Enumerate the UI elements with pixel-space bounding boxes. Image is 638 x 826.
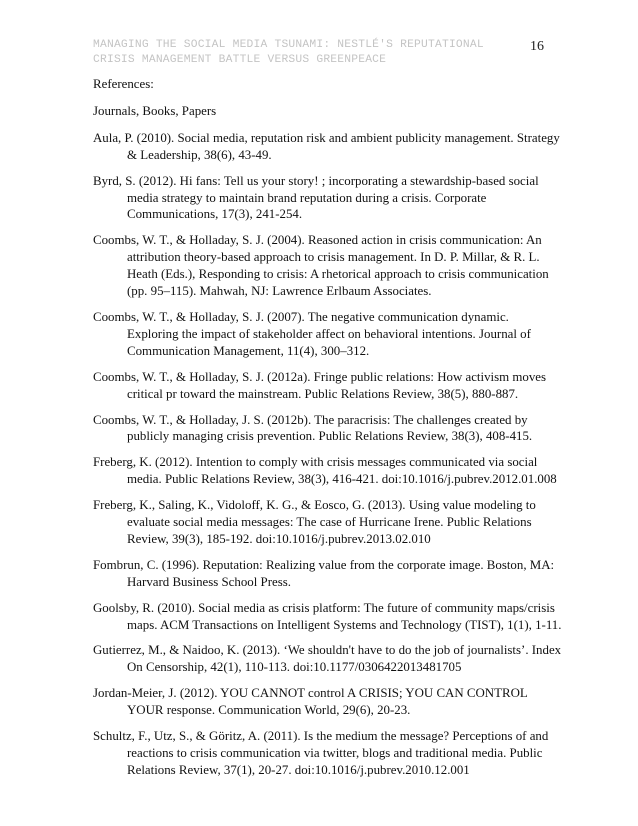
reference-item: Gutierrez, M., & Naidoo, K. (2013). ‘We shouldn't have to do the job of journalists’. Index On Censorship, 42(1), 110-113. doi:10.1177/0306422013481705 [93,643,562,675]
reference-item: Aula, P. (2010). Social media, reputation risk and ambient publicity management. Strategy & Leadership, 38(6), 43-49. [93,130,560,162]
reference-item: Goolsby, R. (2010). Social media as crisis platform: The future of community maps/crisis maps. ACM Transactions on Intelligent Systems and Technology (TIST), 1(1), 1-11. [93,600,562,632]
running-head-line-1: MANAGING THE SOCIAL MEDIA TSUNAMI: NESTLÉ'S REPUTATIONAL [93,39,484,51]
reference-item: Coombs, W. T., & Holladay, S. J. (2007). The negative communication dynamic. Exploring the impact of stakeholder affect on behavioral intentions. Journal of Communication Management, 11(4), 300–312. [93,309,531,358]
reference-item: Freberg, K., Saling, K., Vidoloff, K. G., & Eosco, G. (2013). Using value modeling to evaluate social media messages: The case of Hurricane Irene. Public Relations Review, 39(3), 185-192. doi:10.1016/j.pubrev.2013.02.010 [93,498,536,546]
page-number: 16 [530,39,544,54]
section-subtitle: Journals, Books, Papers [93,103,217,118]
reference-item: Fombrun, C. (1996). Reputation: Realizing value from the corporate image. Boston, MA: Harvard Business School Press. [93,557,555,589]
running-head [93,38,523,68]
reference-item: Coombs, W. T., & Holladay, S. J. (2004). Reasoned action in crisis communication: An attribution theory-based approach to crisis management. In D. P. Millar, & R. L. Heath (Eds.), Responding to crisis: A rhetorical approach to crisis communication (pp. 95–115). Mahwah, NJ: Lawrence Erlbaum Associates. [93,233,549,299]
reference-item: Coombs, W. T., & Holladay, J. S. (2012b). The paracrisis: The challenges created by publicly managing crisis prevention. Public Relations Review, 38(3), 408-415. [93,412,533,444]
reference-item: Schultz, F., Utz, S., & Göritz, A. (2011). Is the medium the message? Perceptions of and reactions to crisis communication via twitter, blogs and traditional media. Public Relations Review, 37(1), 20-27. doi:10.1016/j.pubrev.2010.12.001 [93,729,549,777]
reference-item: Jordan-Meier, J. (2012). YOU CANNOT control A CRISIS; YOU CAN CONTROL YOUR response. Communication World, 29(6), 20-23. [93,686,528,718]
reference-item: Coombs, W. T., & Holladay, S. J. (2012a). Fringe public relations: How activism moves critical pr toward the mainstream. Public Relations Review, 38(5), 880-887. [93,369,547,401]
reference-list [93,130,563,779]
reference-item: Freberg, K. (2012). Intention to comply with crisis messages communicated via social media. Public Relations Review, 38(3), 416-421. doi:10.1016/j.pubrev.2012.01.008 [93,455,557,487]
section-title: References: [93,77,154,91]
reference-item: Byrd, S. (2012). Hi fans: Tell us your story! ; incorporating a stewardship-based social media strategy to maintain brand reputation during a crisis. Corporate Communications, 17(3), 241-254. [93,173,539,222]
running-head-line-2: CRISIS MANAGEMENT BATTLE VERSUS GREENPEACE [93,54,387,66]
references-section [93,76,563,788]
